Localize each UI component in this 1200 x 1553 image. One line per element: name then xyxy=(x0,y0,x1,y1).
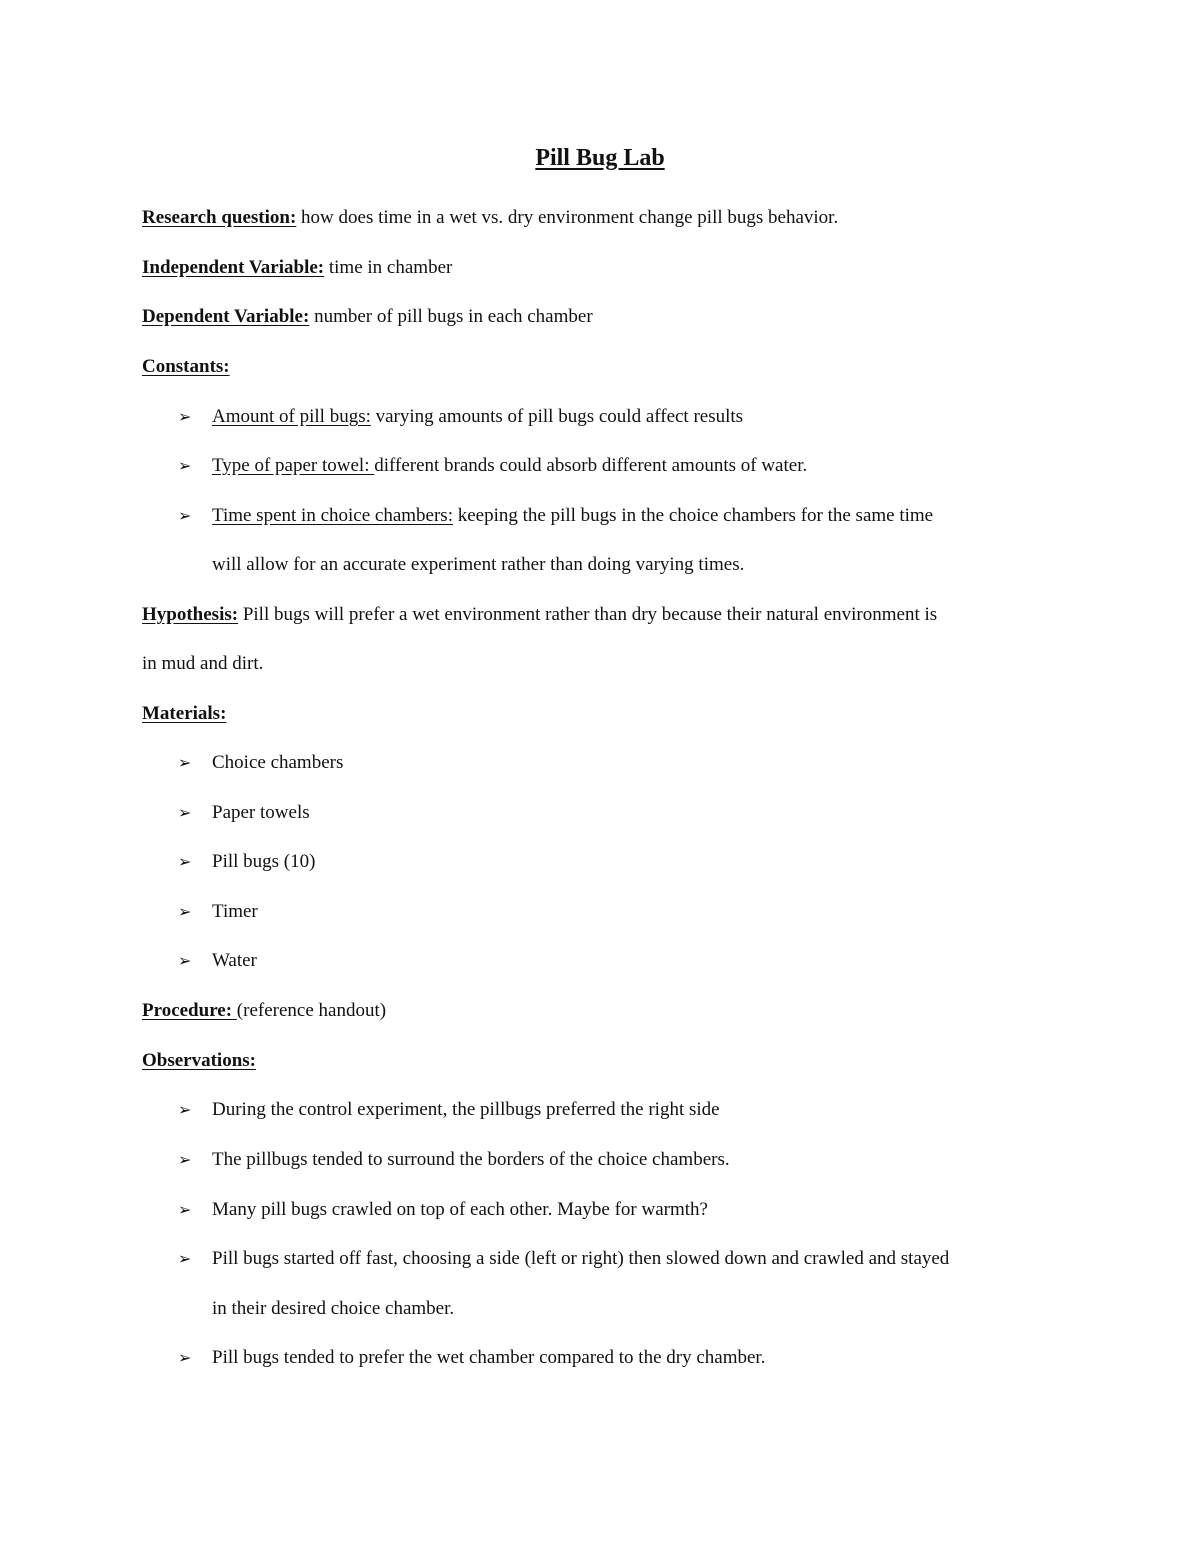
constant-text: different brands could absorb different amounts of water. xyxy=(374,455,808,476)
constant-term: Type of paper towel: xyxy=(212,455,375,476)
constant-term: Time spent in choice chambers: xyxy=(212,505,453,526)
observation-item: Pill bugs tended to prefer the wet chamber compared to the dry chamber. xyxy=(212,1347,766,1368)
arrow-bullet-icon: ➢ xyxy=(178,1100,192,1119)
independent-variable-text: time in chamber xyxy=(324,257,453,278)
hypothesis-label: Hypothesis: xyxy=(142,604,239,625)
constant-text: varying amounts of pill bugs could affect results xyxy=(370,406,744,427)
constant-item-continuation: will allow for an accurate experiment rather than doing varying times. xyxy=(212,554,745,575)
materials-heading xyxy=(142,701,1072,727)
arrow-bullet-icon: ➢ xyxy=(178,753,192,772)
research-question-label: Research question: xyxy=(142,207,297,228)
arrow-bullet-icon: ➢ xyxy=(178,1348,192,1367)
material-item: Water xyxy=(212,950,257,971)
research-question-text: how does time in a wet vs. dry environment change pill bugs behavior. xyxy=(296,207,839,228)
constant-item xyxy=(212,404,1072,430)
procedure-label: Procedure: xyxy=(142,1000,237,1021)
constants-heading xyxy=(142,354,1072,380)
observation-item: During the control experiment, the pillbugs preferred the right side xyxy=(212,1099,720,1120)
hypothesis-text: Pill bugs will prefer a wet environment rather than dry because their natural environment is xyxy=(238,604,938,625)
observations-heading xyxy=(142,1048,1072,1074)
material-item: Timer xyxy=(212,901,258,922)
arrow-bullet-icon: ➢ xyxy=(178,803,192,822)
dependent-variable-label: Dependent Variable: xyxy=(142,306,310,327)
constant-term: Amount of pill bugs: xyxy=(212,406,371,427)
observation-item: Many pill bugs crawled on top of each other. Maybe for warmth? xyxy=(212,1199,708,1220)
materials-label: Materials: xyxy=(142,703,227,724)
independent-variable xyxy=(142,255,1072,281)
observation-item: The pillbugs tended to surround the borders of the choice chambers. xyxy=(212,1149,730,1170)
dependent-variable-text: number of pill bugs in each chamber xyxy=(309,306,593,327)
dependent-variable xyxy=(142,304,1072,330)
hypothesis-continuation: in mud and dirt. xyxy=(142,653,264,674)
arrow-bullet-icon: ➢ xyxy=(178,1200,192,1219)
arrow-bullet-icon: ➢ xyxy=(178,506,192,525)
arrow-bullet-icon: ➢ xyxy=(178,902,192,921)
observations-label: Observations: xyxy=(142,1050,256,1071)
constant-text: keeping the pill bugs in the choice chambers for the same time xyxy=(452,505,934,526)
observation-item-continuation: in their desired choice chamber. xyxy=(212,1298,455,1319)
procedure xyxy=(142,998,1072,1024)
arrow-bullet-icon: ➢ xyxy=(178,1249,192,1268)
material-item: Paper towels xyxy=(212,802,310,823)
hypothesis xyxy=(142,602,1072,628)
constants-label: Constants: xyxy=(142,356,230,377)
page-title: Pill Bug Lab xyxy=(535,145,665,171)
material-item: Pill bugs (10) xyxy=(212,851,316,872)
independent-variable-label: Independent Variable: xyxy=(142,257,325,278)
constant-item xyxy=(212,503,1072,529)
arrow-bullet-icon: ➢ xyxy=(178,1150,192,1169)
arrow-bullet-icon: ➢ xyxy=(178,456,192,475)
arrow-bullet-icon: ➢ xyxy=(178,951,192,970)
observation-item: Pill bugs started off fast, choosing a side (left or right) then slowed down and crawled and stayed xyxy=(212,1248,950,1269)
research-question xyxy=(142,205,1072,231)
arrow-bullet-icon: ➢ xyxy=(178,852,192,871)
procedure-text: (reference handout) xyxy=(236,1000,387,1021)
arrow-bullet-icon: ➢ xyxy=(178,407,192,426)
constant-item xyxy=(212,453,1072,479)
material-item: Choice chambers xyxy=(212,752,344,773)
